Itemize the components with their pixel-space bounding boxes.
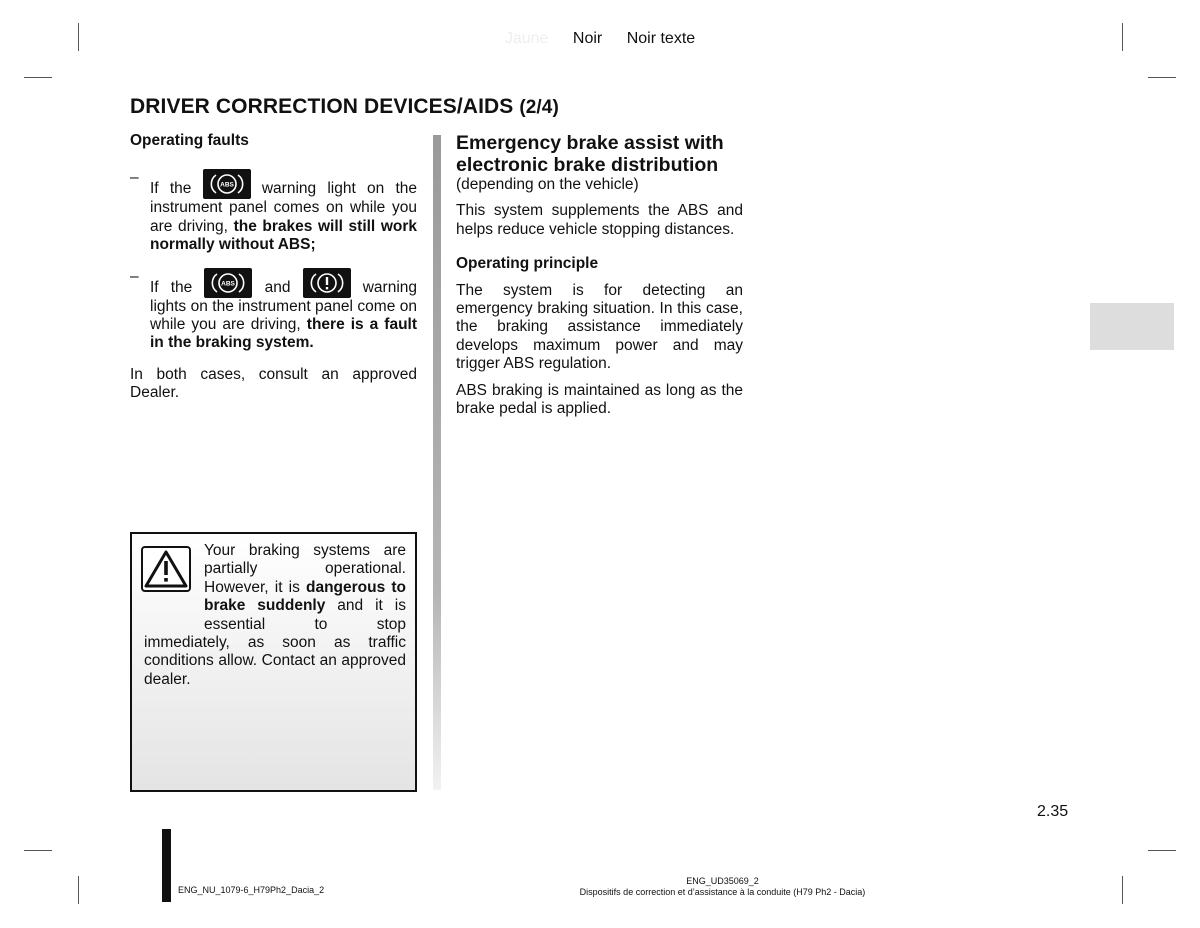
ebd-subheading: (depending on the vehicle): [456, 176, 639, 193]
bullet-dash: –: [130, 267, 139, 285]
closing-paragraph: In both cases, consult an approved Dealer.: [130, 365, 417, 402]
fault-bullet-abs: [130, 169, 417, 254]
footer-document-code: ENG_NU_1079-6_H79Ph2_Dacia_2: [178, 885, 325, 895]
footer-black-bar: [162, 829, 171, 902]
crop-mark: [24, 77, 52, 78]
page-title-main: DRIVER CORRECTION DEVICES/AIDS: [130, 95, 514, 118]
right-column: [456, 132, 743, 426]
ebd-paragraph-3: ABS braking is maintained as long as the brake pedal is applied.: [456, 381, 743, 418]
crop-mark: [78, 876, 79, 904]
page-title-part: (2/4): [519, 97, 559, 118]
page-number: 2.35: [1037, 803, 1069, 820]
operating-principle-heading: Operating principle: [456, 255, 599, 273]
bullet-text-after: warning lights on the instrument panel come on while you are driving,: [150, 278, 418, 334]
left-column: [130, 132, 417, 403]
brake-warning-icon: [303, 268, 351, 298]
bullet-text-mid: and: [264, 278, 291, 296]
footer-center-title: Dispositifs de correction et d’assistance à la conduite (H79 Ph2 - Dacia): [579, 887, 866, 897]
warning-text: [144, 542, 406, 689]
abs-warning-icon: [204, 268, 252, 298]
color-label-noir-texte: Noir texte: [626, 30, 696, 47]
ebd-paragraph-1: This system supplements the ABS and helps reduce vehicle stopping distances.: [456, 202, 743, 238]
fault-bullet-brake: [130, 268, 417, 353]
ebd-heading: Emergency brake assist with electronic brake distribution: [456, 132, 724, 176]
svg-text:ABS: ABS: [221, 280, 236, 288]
footer-center-code: ENG_UD35069_2: [686, 876, 759, 886]
chapter-thumb-tab: [1090, 303, 1174, 350]
bullet-text-bold: there is a fault in the braking system.: [150, 316, 418, 352]
color-label-jaune: Jaune: [504, 30, 549, 47]
bullet-dash: –: [130, 169, 139, 187]
warning-text-part1: Your braking systems are partially operational. However, it is: [204, 542, 406, 596]
ebd-paragraph-2: The system is for detecting an emergency braking situation. In this case, the braking assistance immediately develops maximum power and may trigger ABS regulation.: [456, 281, 743, 373]
column-divider: [433, 135, 441, 790]
svg-text:ABS: ABS: [219, 181, 234, 189]
color-label-noir: Noir: [572, 30, 603, 47]
warning-text-part2: and it is essential to stop immediately, as soon as traffic conditions allow. Contact an approved dealer.: [144, 597, 406, 688]
crop-mark: [1122, 876, 1123, 904]
bullet-text-before: If the: [150, 180, 192, 198]
bullet-text-bold: the brakes will still work normally without ABS;: [150, 217, 417, 254]
warning-text-bold: dangerous to brake suddenly: [204, 578, 407, 615]
crop-mark: [1148, 77, 1176, 78]
operating-faults-heading: Operating faults: [130, 132, 249, 149]
crop-mark: [24, 850, 52, 851]
crop-mark: [1148, 850, 1176, 851]
page-title: [130, 95, 559, 119]
icon-spacer: [144, 542, 204, 616]
abs-warning-icon: [203, 169, 251, 199]
warning-box: [130, 532, 417, 792]
bullet-text-before: If the: [150, 278, 193, 296]
color-separation-labels: [0, 30, 1200, 48]
bullet-text-after: warning light on the instrument panel comes on while you are driving,: [150, 180, 418, 235]
footer-center: [440, 876, 1005, 898]
